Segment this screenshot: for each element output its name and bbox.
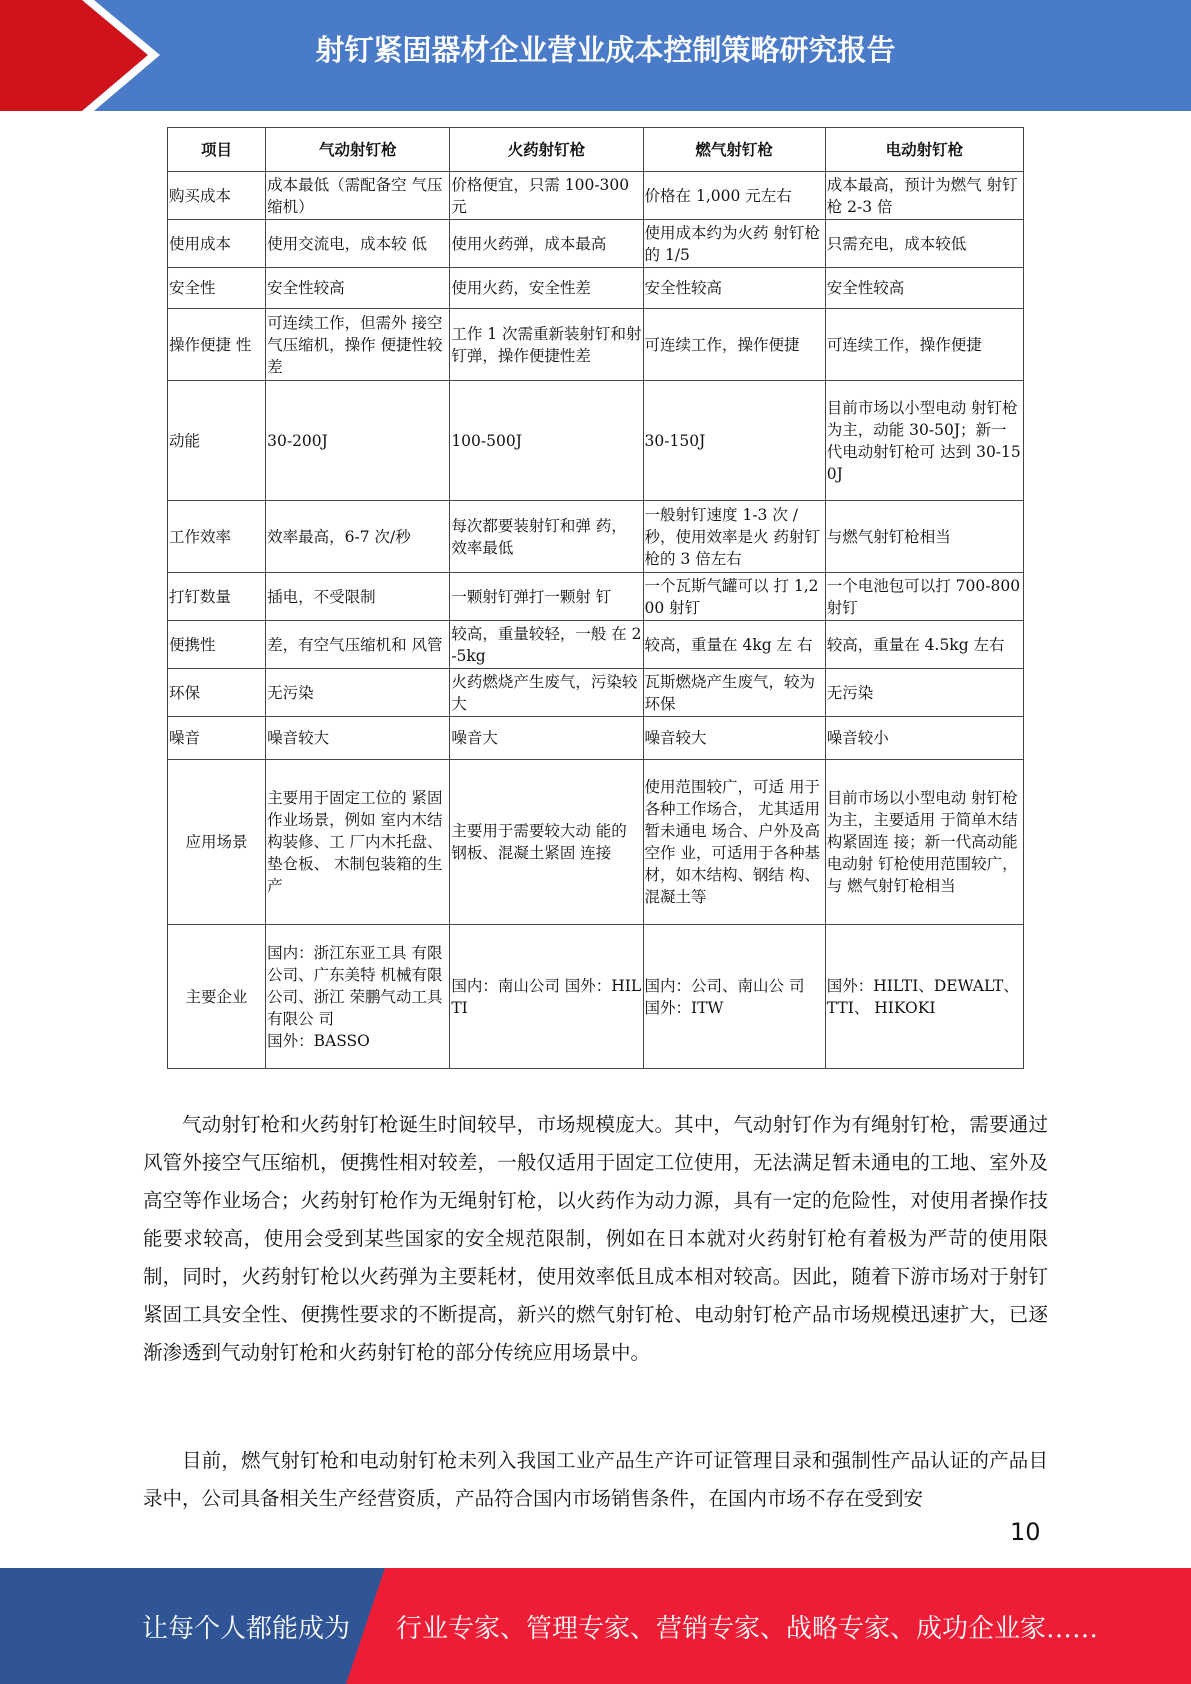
table-header-cell: 火药射钉枪 [450, 128, 643, 172]
table-cell: 价格在 1,000 元左右 [643, 172, 825, 220]
table-cell: 使用范围较广，可适 用于各种工作场合， 尤其适用暂未通电 场合、户外及高空作 业，可适用于各种基 材，如木结构、钢结 构、混凝土等 [643, 760, 825, 925]
body-paragraph-2: 目前，燃气射钉枪和电动射钉枪未列入我国工业产品生产许可证管理目录和强制性产品认证的产品目录中，公司具备相关生产经营资质，产品符合国内市场销售条件，在国内市场不存在受到安 [143, 1449, 1048, 1510]
table-cell: 国内：南山公司 国外：HILTI [450, 925, 643, 1069]
table-row [168, 573, 1024, 621]
table-row [168, 309, 1024, 381]
table-cell: 国内：浙江东亚工具 有限公司、广东美特 机械有限公司、浙江 荣鹏气动工具有限公 司 国外：BASSO [266, 925, 450, 1069]
table-cell: 价格便宜，只需 100-300 元 [450, 172, 643, 220]
table-cell: 国外：HILTI、DEWALT、TTI、 HIKOKI [825, 925, 1023, 1069]
table-header-row [168, 128, 1024, 172]
table-row [168, 172, 1024, 220]
table-row-label: 工作效率 [168, 501, 266, 573]
table-row-label: 主要企业 [168, 925, 266, 1069]
table-row [168, 925, 1024, 1069]
table-cell: 较高，重量在 4kg 左 右 [643, 621, 825, 669]
table-cell: 与燃气射钉枪相当 [825, 501, 1023, 573]
body-paragraph-1: 气动射钉枪和火药射钉枪诞生时间较早，市场规模庞大。其中，气动射钉作为有绳射钉枪，需要通过风管外接空气压缩机，便携性相对较差，一般仅适用于固定工位使用，无法满足暂未通电的工地、室外及高空等作业场合；火药射钉枪作为无绳射钉枪，以火药作为动力源，具有一定的危险性，对使用者操作技能要求较高，使用会受到某些国家的安全规范限制，例如在日本就对火药射钉枪有着极为严苛的使用限制，同时，火药射钉枪以火药弹为主要耗材，使用效率低且成本相对较高。因此，随着下游市场对于射钉紧固工具安全性、便携性要求的不断提高，新兴的燃气射钉枪、电动射钉枪产品市场规模迅速扩大，已逐渐渗透到气动射钉枪和火药射钉枪的部分传统应用场景中。 [143, 1113, 1048, 1364]
footer-slogan-left: 让每个人都能成为 [142, 1614, 351, 1644]
table-cell: 安全性较高 [825, 268, 1023, 309]
table-body [168, 172, 1024, 1069]
page-number: 10 [1010, 1518, 1041, 1546]
table-cell: 使用火药，安全性差 [450, 268, 643, 309]
table-row [168, 268, 1024, 309]
table-cell: 可连续工作，操作便捷 [643, 309, 825, 381]
page-footer [0, 1568, 1191, 1684]
table-row [168, 220, 1024, 268]
table-row-label: 安全性 [168, 268, 266, 309]
table-cell: 可连续工作，操作便捷 [825, 309, 1023, 381]
table-row [168, 621, 1024, 669]
table-cell: 一个电池包可以打 700-800 射钉 [825, 573, 1023, 621]
report-title: 射钉紧固器材企业营业成本控制策略研究报告 [315, 33, 896, 67]
table-header-cell: 燃气射钉枪 [643, 128, 825, 172]
table-row-label: 便携性 [168, 621, 266, 669]
table-cell: 30-150J [643, 381, 825, 501]
table-cell: 一个瓦斯气罐可以 打 1,200 射钉 [643, 573, 825, 621]
table-cell: 目前市场以小型电动 射钉枪为主，主要适用 于简单木结构紧固连 接；新一代高动能电动射 钉枪使用范围较广，与 燃气射钉枪相当 [825, 760, 1023, 925]
table-cell: 瓦斯燃烧产生废气，较为环保 [643, 669, 825, 717]
table-cell: 目前市场以小型电动 射钉枪为主，动能 30-50J；新一代电动射钉枪可 达到 30-150J [825, 381, 1023, 501]
table-cell: 噪音较大 [266, 717, 450, 760]
table-row [168, 381, 1024, 501]
table-cell: 成本最高，预计为燃气 射钉枪 2-3 倍 [825, 172, 1023, 220]
table-row [168, 760, 1024, 925]
table-header-cell: 电动射钉枪 [825, 128, 1023, 172]
table-cell: 可连续工作，但需外 接空气压缩机，操作 便捷性较差 [266, 309, 450, 381]
table-row [168, 669, 1024, 717]
footer-slogan-right: 行业专家、管理专家、营销专家、战略专家、成功企业家…… [396, 1614, 1099, 1644]
table-row-label: 应用场景 [168, 760, 266, 925]
table-cell: 安全性较高 [266, 268, 450, 309]
table-header-cell: 气动射钉枪 [266, 128, 450, 172]
table-cell: 只需充电，成本较低 [825, 220, 1023, 268]
table-cell: 无污染 [825, 669, 1023, 717]
table-cell: 较高，重量在 4.5kg 左右 [825, 621, 1023, 669]
table-row-label: 打钉数量 [168, 573, 266, 621]
table-cell: 一颗射钉弹打一颗射 钉 [450, 573, 643, 621]
table-cell: 成本最低（需配备空 气压缩机） [266, 172, 450, 220]
table-cell: 国内：公司、南山公 司 国外：ITW [643, 925, 825, 1069]
table-row-label: 环保 [168, 669, 266, 717]
table-row-label: 使用成本 [168, 220, 266, 268]
table-cell: 无污染 [266, 669, 450, 717]
table-cell: 差，有空气压缩机和 风管 [266, 621, 450, 669]
table-cell: 火药燃烧产生废气，污染较大 [450, 669, 643, 717]
table-cell: 噪音较大 [643, 717, 825, 760]
table-cell: 噪音大 [450, 717, 643, 760]
table-header-cell: 项目 [168, 128, 266, 172]
table-cell: 使用成本约为火药 射钉枪的 1/5 [643, 220, 825, 268]
table-cell: 30-200J [266, 381, 450, 501]
table-cell: 安全性较高 [643, 268, 825, 309]
table-cell: 100-500J [450, 381, 643, 501]
table-cell: 主要用于需要较大动 能的钢板、混凝土紧固 连接 [450, 760, 643, 925]
table-cell: 插电，不受限制 [266, 573, 450, 621]
table-cell: 使用火药弹，成本最高 [450, 220, 643, 268]
table-cell: 一般射钉速度 1-3 次 /秒，使用效率是火 药射钉枪的 3 倍左右 [643, 501, 825, 573]
comparison-table [167, 127, 1024, 1069]
table-cell: 主要用于固定工位的 紧固作业场景，例如 室内木结构装修、工 厂内木托盘、垫仓板、 木制包装箱的生产 [266, 760, 450, 925]
table-row-label: 购买成本 [168, 172, 266, 220]
table-cell: 每次都要装射钉和弹 药，效率最低 [450, 501, 643, 573]
table-row-label: 动能 [168, 381, 266, 501]
table-row [168, 717, 1024, 760]
table-cell: 较高，重量较轻，一般 在 2-5kg [450, 621, 643, 669]
table-cell: 噪音较小 [825, 717, 1023, 760]
table-cell: 效率最高，6-7 次/秒 [266, 501, 450, 573]
table-row [168, 501, 1024, 573]
page-header [0, 0, 1191, 111]
table-row-label: 操作便捷 性 [168, 309, 266, 381]
table-cell: 工作 1 次需重新装射钉和射钉弹，操作便捷性差 [450, 309, 643, 381]
table-row-label: 噪音 [168, 717, 266, 760]
table-cell: 使用交流电，成本较 低 [266, 220, 450, 268]
